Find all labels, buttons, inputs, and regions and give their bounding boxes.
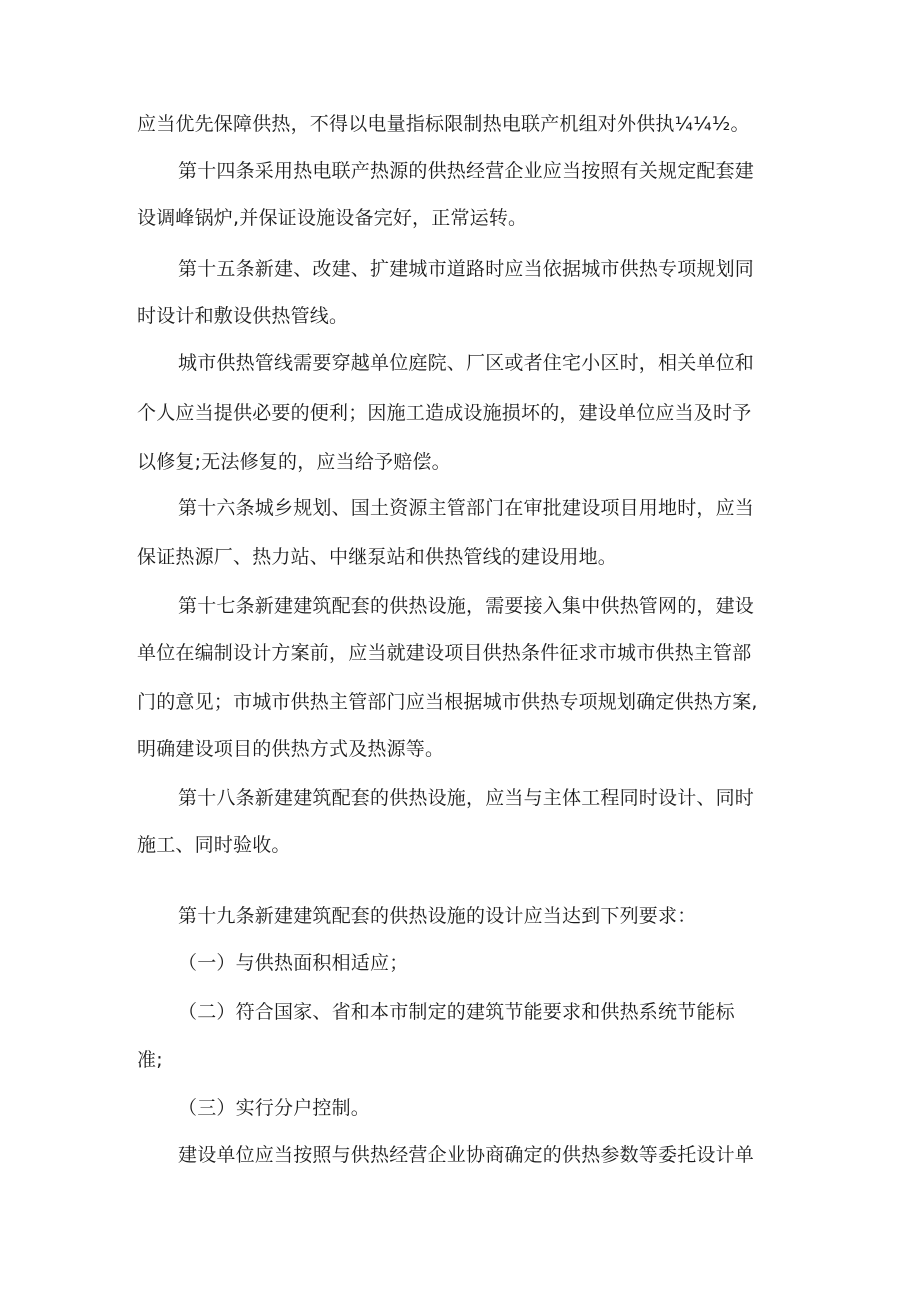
text-line-5: 时设计和敷设供热管线。 <box>137 305 349 327</box>
text-line-13: 门的意见；市城市供热主管部门应当根据城市供热专项规划确定供热方案, <box>137 691 758 713</box>
text-line-12: 单位在编制设计方案前，应当就建设项目供热条件征求市城市供热主管部 <box>137 642 752 664</box>
text-line-11: 第十七条新建建筑配套的供热设施，需要接入集中供热管网的，建设 <box>178 595 755 617</box>
text-line-22: 建设单位应当按照与供热经营企业协商确定的供热参数等委托设计单 <box>178 1144 755 1166</box>
text-line-17: 第十九条新建建筑配套的供热设施的设计应当达到下列要求： <box>178 905 697 927</box>
text-line-4: 第十五条新建、改建、扩建城市道路时应当依据城市供热专项规划同 <box>178 258 755 280</box>
text-line-21: （三）实行分户控制。 <box>178 1097 371 1119</box>
text-line-9: 第十六条城乡规划、国土资源主管部门在审批建设项目用地时，应当 <box>178 497 755 519</box>
text-line-6: 城市供热管线需要穿越单位庭院、厂区或者住宅小区时，相关单位和 <box>178 352 755 374</box>
text-line-7: 个人应当提供必要的便利；因施工造成设施损坏的，建设单位应当及时予 <box>137 402 752 424</box>
text-line-14: 明确建设项目的供热方式及热源等。 <box>137 738 445 760</box>
text-line-15: 第十八条新建建筑配套的供热设施，应当与主体工程同时设计、同时 <box>178 787 755 809</box>
text-line-18: （一）与供热面积相适应； <box>178 952 409 974</box>
text-line-2: 第十四条采用热电联产热源的供热经营企业应当按照有关规定配套建 <box>178 160 755 182</box>
text-line-8: 以修复;无法修复的，应当给予赔偿。 <box>137 451 451 473</box>
text-line-3: 设调峰锅炉,并保证设施设备完好，正常运转。 <box>137 207 528 229</box>
text-line-1: 应当优先保障供热，不得以电量指标限制热电联产机组对外供执¼¼½。 <box>137 113 750 135</box>
text-line-19: （二）符合国家、省和本市制定的建筑节能要求和供热系统节能标 <box>178 1001 735 1023</box>
text-line-20: 准; <box>137 1049 163 1071</box>
text-line-10: 保证热源厂、热力站、中继泵站和供热管线的建设用地。 <box>137 546 618 568</box>
text-line-16: 施工、同时验收。 <box>137 834 291 856</box>
